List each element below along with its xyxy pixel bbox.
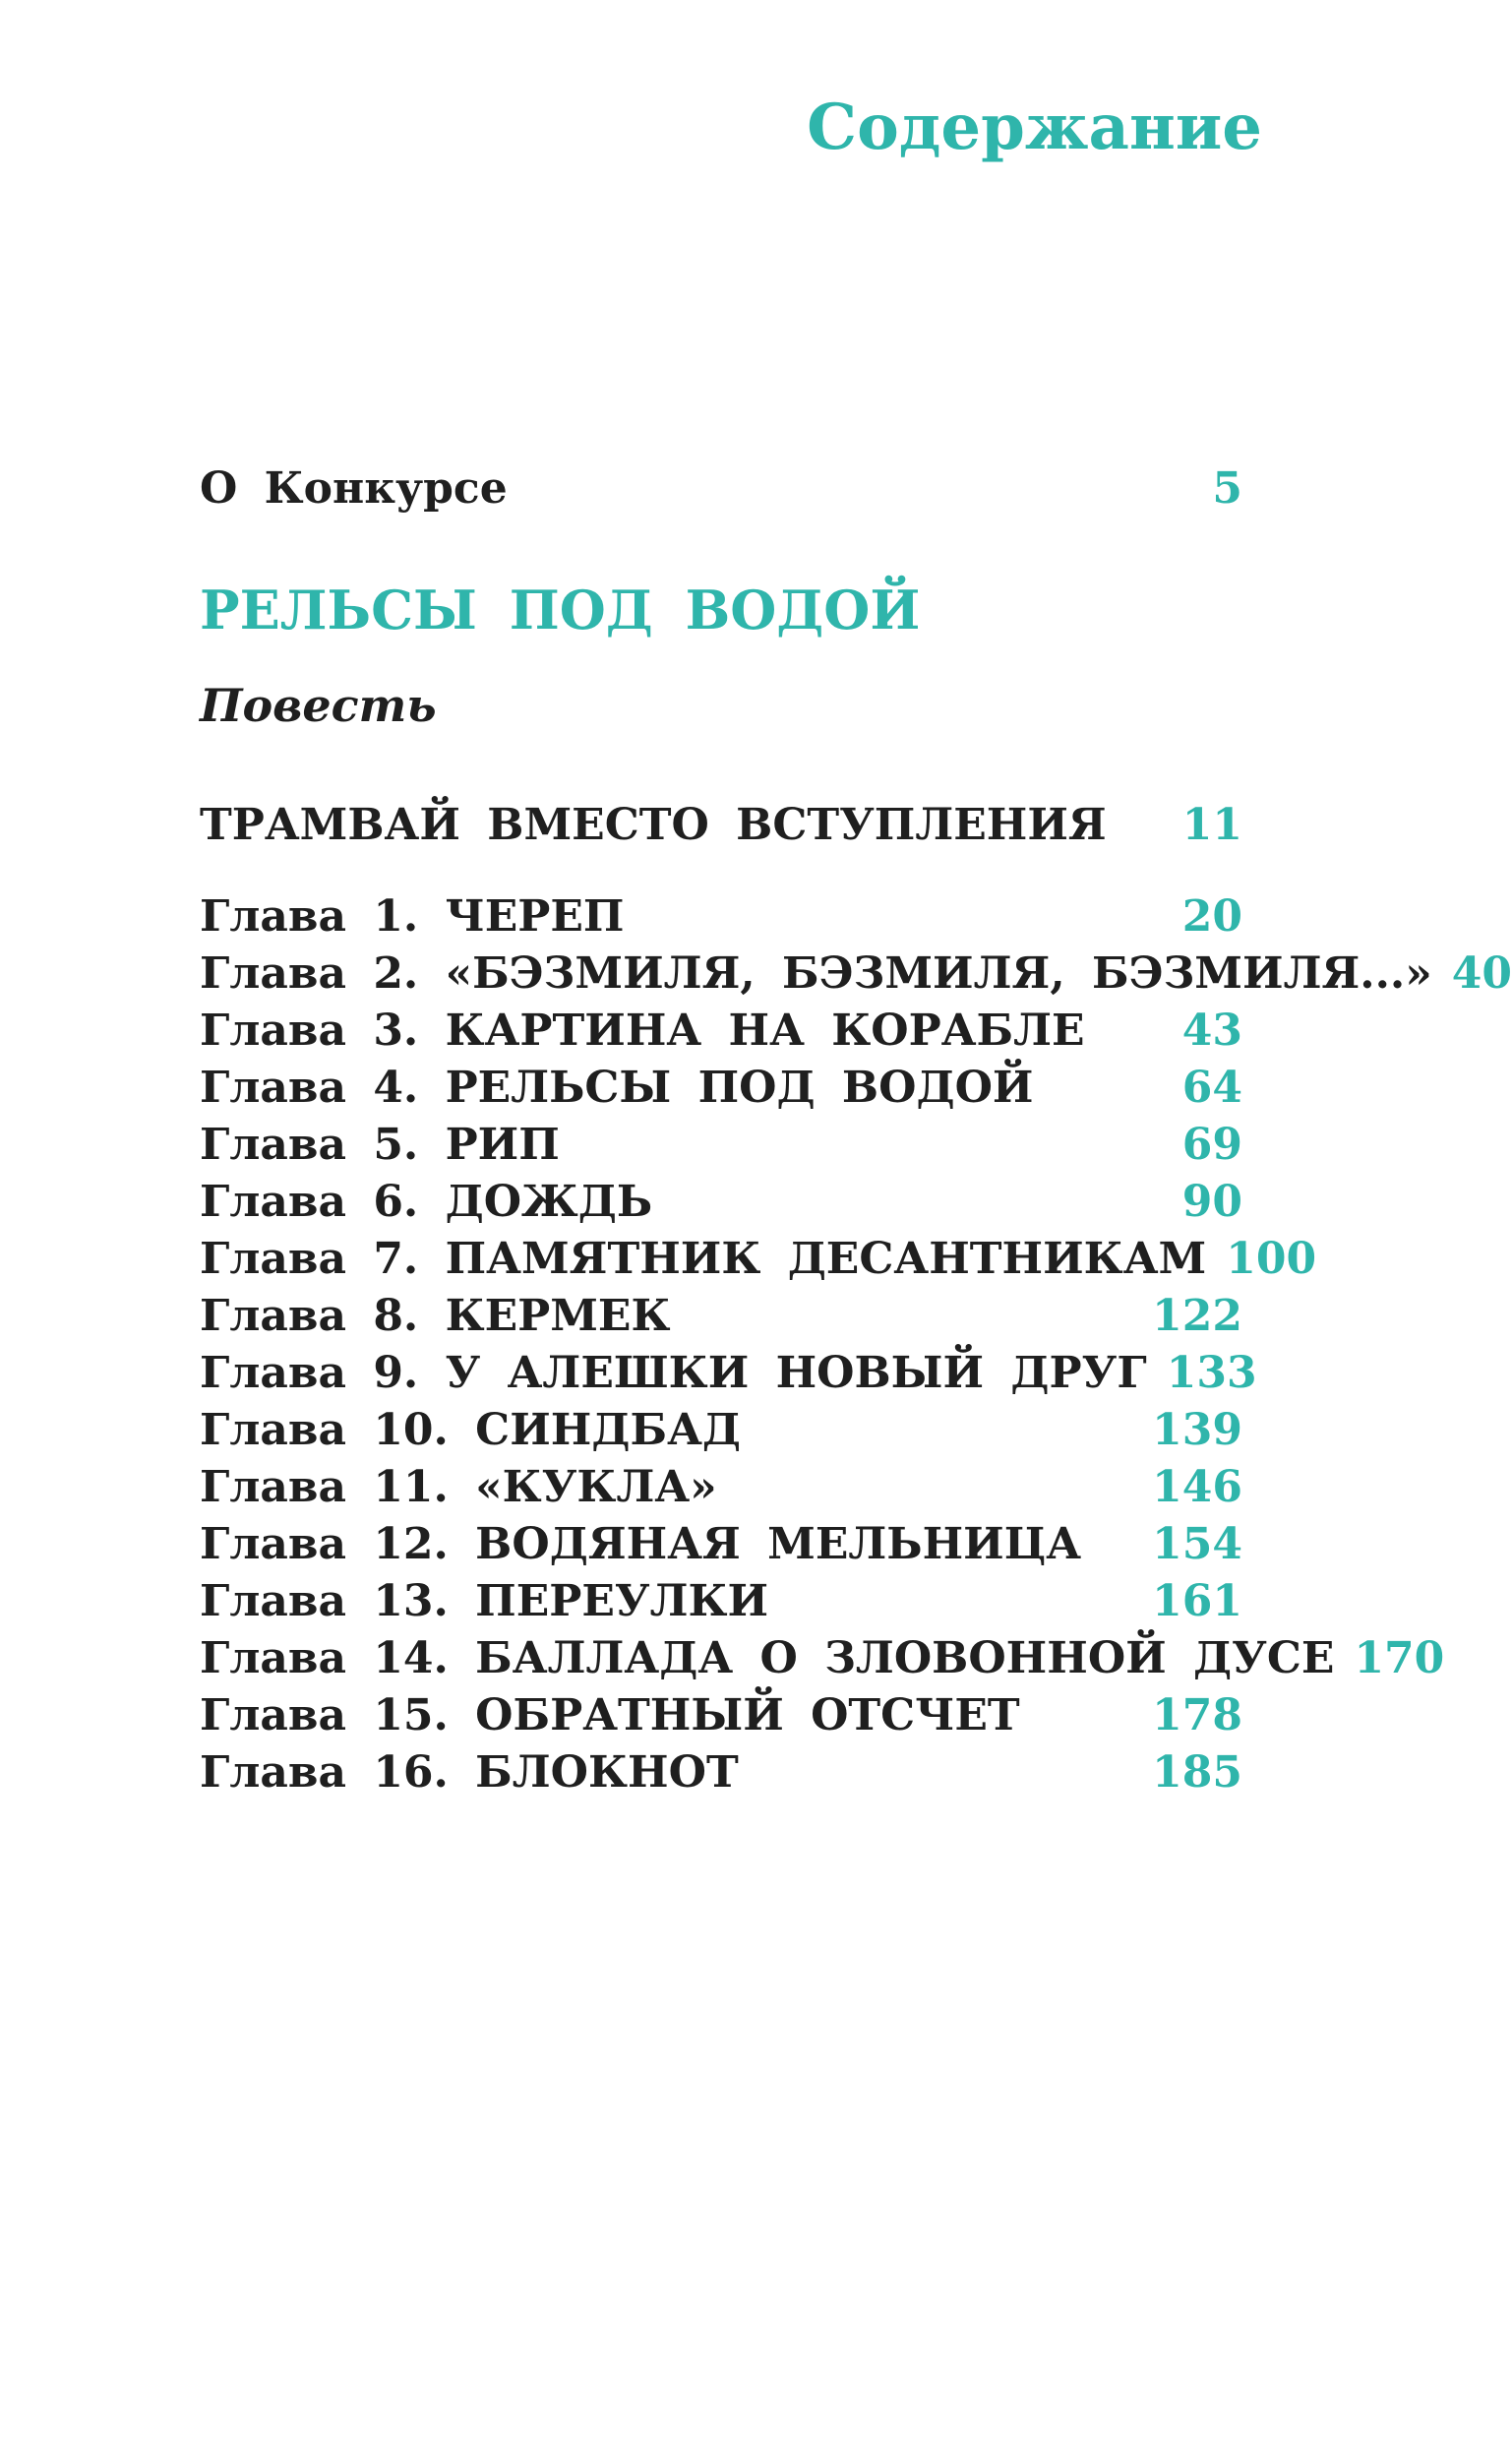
front-item-label: О Конкурсе <box>200 463 508 514</box>
chapter-title: Глава 6. ДОЖДЬ <box>200 1176 653 1227</box>
toc-row <box>200 1686 1242 1743</box>
chapter-title: Глава 2. «БЭЗМИЛЯ, БЭЗМИЛЯ, БЭЗМИЛЯ...» <box>200 947 1432 999</box>
toc-row <box>200 1059 1242 1116</box>
chapter-page-number: 40 <box>1451 947 1512 999</box>
chapter-title: Глава 5. РИП <box>200 1119 560 1170</box>
toc-row <box>200 1230 1317 1287</box>
chapter-title: Глава 15. ОБРАТНЫЙ ОТСЧЕТ <box>200 1689 1020 1740</box>
chapter-page-number: 139 <box>1152 1404 1242 1455</box>
toc-row <box>200 1002 1242 1059</box>
chapter-page-number: 161 <box>1152 1575 1242 1626</box>
chapter-page-number: 146 <box>1152 1461 1242 1512</box>
toc-row <box>200 1515 1242 1572</box>
chapter-title: Глава 4. РЕЛЬСЫ ПОД ВОДОЙ <box>200 1062 1034 1113</box>
toc-row <box>200 1743 1242 1800</box>
chapter-title: Глава 13. ПЕРЕУЛКИ <box>200 1575 769 1626</box>
chapter-title: Глава 9. У АЛЕШКИ НОВЫЙ ДРУГ <box>200 1347 1147 1398</box>
toc-row <box>200 887 1242 945</box>
toc-row <box>200 1287 1242 1344</box>
toc-row-front <box>200 463 1242 514</box>
chapter-page-number: 178 <box>1152 1689 1242 1740</box>
chapter-page-number: 122 <box>1152 1290 1242 1341</box>
chapter-page-number: 133 <box>1166 1347 1257 1398</box>
chapter-page-number: 20 <box>1181 890 1242 942</box>
chapter-title: Глава 3. КАРТИНА НА КОРАБЛЕ <box>200 1005 1085 1056</box>
section-title: РЕЛЬСЫ ПОД ВОДОЙ <box>200 579 921 641</box>
chapter-page-number: 100 <box>1226 1233 1317 1284</box>
chapter-list <box>200 887 1512 1800</box>
chapter-title: Глава 10. СИНДБАД <box>200 1404 742 1455</box>
toc-row <box>200 1173 1242 1230</box>
intro-item-page-number: 11 <box>1181 800 1242 850</box>
intro-item-label: ТРАМВАЙ ВМЕСТО ВСТУПЛЕНИЯ <box>200 800 1107 850</box>
chapter-title: Глава 7. ПАМЯТНИК ДЕСАНТНИКАМ <box>200 1233 1207 1284</box>
toc-row <box>200 1572 1242 1629</box>
chapter-title: Глава 1. ЧЕРЕП <box>200 890 625 942</box>
chapter-title: Глава 12. ВОДЯНАЯ МЕЛЬНИЦА <box>200 1518 1082 1569</box>
section-subtitle: Повесть <box>200 679 437 732</box>
toc-row <box>200 1344 1257 1401</box>
chapter-title: Глава 8. КЕРМЕК <box>200 1290 671 1341</box>
page-title: Содержание <box>807 91 1262 164</box>
toc-row <box>200 1629 1445 1686</box>
chapter-page-number: 69 <box>1181 1119 1242 1170</box>
toc-row <box>200 1116 1242 1173</box>
chapter-page-number: 154 <box>1152 1518 1242 1569</box>
chapter-title: Глава 11. «КУКЛА» <box>200 1461 717 1512</box>
toc-row <box>200 945 1512 1002</box>
toc-row <box>200 1458 1242 1515</box>
toc-row <box>200 1401 1242 1458</box>
chapter-page-number: 43 <box>1181 1005 1242 1056</box>
chapter-title: Глава 14. БАЛЛАДА О ЗЛОВОННОЙ ДУСЕ <box>200 1632 1335 1683</box>
toc-row-intro <box>200 800 1242 850</box>
chapter-page-number: 170 <box>1354 1632 1445 1683</box>
chapter-page-number: 90 <box>1181 1176 1242 1227</box>
chapter-page-number: 64 <box>1181 1062 1242 1113</box>
chapter-page-number: 185 <box>1152 1746 1242 1798</box>
front-item-page-number: 5 <box>1212 463 1242 514</box>
chapter-title: Глава 16. БЛОКНОТ <box>200 1746 739 1798</box>
